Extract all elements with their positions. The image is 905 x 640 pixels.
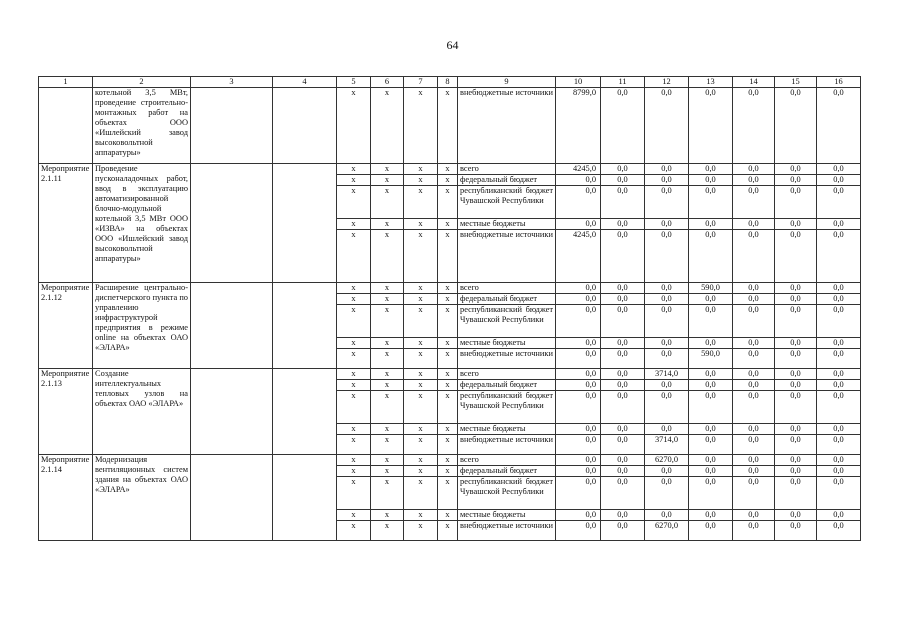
mark-cell: x xyxy=(371,175,404,186)
mark-cell: x xyxy=(438,466,458,477)
value-cell: 0,0 xyxy=(817,380,861,391)
mark-cell: x xyxy=(371,521,404,541)
value-cell: 0,0 xyxy=(817,164,861,175)
value-cell: 0,0 xyxy=(733,338,775,349)
empty-cell xyxy=(273,283,337,369)
mark-cell: x xyxy=(438,283,458,294)
value-cell: 0,0 xyxy=(775,294,817,305)
value-cell: 0,0 xyxy=(556,424,601,435)
mark-cell: x xyxy=(337,338,371,349)
value-cell: 4245,0 xyxy=(556,164,601,175)
mark-cell: x xyxy=(404,294,438,305)
measure-description: Модернизация вентиляционных систем здания на объектах ОАО «ЭЛАРА» xyxy=(93,455,191,541)
mark-cell: x xyxy=(337,88,371,164)
value-cell: 0,0 xyxy=(775,510,817,521)
value-cell: 0,0 xyxy=(601,466,645,477)
value-cell: 0,0 xyxy=(645,338,689,349)
value-cell: 0,0 xyxy=(645,466,689,477)
mark-cell: x xyxy=(404,391,438,424)
value-cell: 0,0 xyxy=(556,466,601,477)
value-cell: 0,0 xyxy=(645,510,689,521)
empty-cell xyxy=(273,369,337,455)
value-cell: 0,0 xyxy=(601,380,645,391)
mark-cell: x xyxy=(438,424,458,435)
value-cell: 0,0 xyxy=(645,349,689,369)
mark-cell: x xyxy=(371,424,404,435)
value-cell: 0,0 xyxy=(601,186,645,219)
funding-source: внебюджетные источники xyxy=(458,230,556,283)
value-cell: 0,0 xyxy=(645,391,689,424)
empty-cell xyxy=(191,283,273,369)
value-cell: 0,0 xyxy=(601,305,645,338)
funding-source: всего xyxy=(458,369,556,380)
value-cell: 6270,0 xyxy=(645,521,689,541)
column-header: 6 xyxy=(371,77,404,88)
value-cell: 0,0 xyxy=(601,521,645,541)
table-row xyxy=(39,88,861,164)
value-cell: 0,0 xyxy=(817,466,861,477)
column-header: 3 xyxy=(191,77,273,88)
funding-source: местные бюджеты xyxy=(458,338,556,349)
value-cell: 0,0 xyxy=(733,219,775,230)
mark-cell: x xyxy=(337,510,371,521)
value-cell: 0,0 xyxy=(733,164,775,175)
value-cell: 0,0 xyxy=(645,219,689,230)
measure-description: Расширение центрально-диспетчерского пункта по управлению инфраструктурой предприятия в режиме online на объектах ОАО «ЭЛАРА» xyxy=(93,283,191,369)
mark-cell: x xyxy=(404,305,438,338)
column-number-row xyxy=(39,77,861,88)
mark-cell: x xyxy=(337,369,371,380)
mark-cell: x xyxy=(371,380,404,391)
empty-cell xyxy=(191,88,273,164)
mark-cell: x xyxy=(371,294,404,305)
mark-cell: x xyxy=(438,88,458,164)
value-cell: 0,0 xyxy=(689,369,733,380)
value-cell: 0,0 xyxy=(601,294,645,305)
mark-cell: x xyxy=(337,521,371,541)
mark-cell: x xyxy=(337,391,371,424)
mark-cell: x xyxy=(438,305,458,338)
value-cell: 3714,0 xyxy=(645,435,689,455)
mark-cell: x xyxy=(371,164,404,175)
table-row xyxy=(39,283,861,294)
column-header: 14 xyxy=(733,77,775,88)
column-header: 13 xyxy=(689,77,733,88)
value-cell: 0,0 xyxy=(601,175,645,186)
mark-cell: x xyxy=(404,219,438,230)
funding-source: федеральный бюджет xyxy=(458,380,556,391)
empty-cell xyxy=(273,88,337,164)
mark-cell: x xyxy=(337,175,371,186)
mark-cell: x xyxy=(438,219,458,230)
mark-cell: x xyxy=(337,219,371,230)
mark-cell: x xyxy=(371,338,404,349)
mark-cell: x xyxy=(337,283,371,294)
program-table xyxy=(38,76,861,541)
value-cell: 0,0 xyxy=(775,186,817,219)
mark-cell: x xyxy=(404,477,438,510)
mark-cell: x xyxy=(438,369,458,380)
mark-cell: x xyxy=(337,466,371,477)
value-cell: 0,0 xyxy=(733,349,775,369)
column-header: 8 xyxy=(438,77,458,88)
value-cell: 0,0 xyxy=(817,219,861,230)
value-cell: 0,0 xyxy=(817,88,861,164)
value-cell: 0,0 xyxy=(689,338,733,349)
table-row xyxy=(39,455,861,466)
value-cell: 0,0 xyxy=(775,230,817,283)
measure-name: Мероприятие 2.1.12 xyxy=(39,283,93,369)
mark-cell: x xyxy=(371,230,404,283)
value-cell: 0,0 xyxy=(733,455,775,466)
funding-source: федеральный бюджет xyxy=(458,294,556,305)
value-cell: 0,0 xyxy=(645,294,689,305)
value-cell: 0,0 xyxy=(689,510,733,521)
mark-cell: x xyxy=(404,338,438,349)
value-cell: 0,0 xyxy=(817,369,861,380)
value-cell: 0,0 xyxy=(733,186,775,219)
column-header: 11 xyxy=(601,77,645,88)
value-cell: 0,0 xyxy=(601,164,645,175)
mark-cell: x xyxy=(404,230,438,283)
value-cell: 0,0 xyxy=(645,283,689,294)
mark-cell: x xyxy=(438,164,458,175)
value-cell: 0,0 xyxy=(817,305,861,338)
mark-cell: x xyxy=(371,305,404,338)
column-header: 1 xyxy=(39,77,93,88)
column-header: 5 xyxy=(337,77,371,88)
value-cell: 0,0 xyxy=(556,338,601,349)
value-cell: 0,0 xyxy=(733,88,775,164)
value-cell: 0,0 xyxy=(556,175,601,186)
value-cell: 0,0 xyxy=(733,466,775,477)
mark-cell: x xyxy=(404,435,438,455)
value-cell: 0,0 xyxy=(689,164,733,175)
value-cell: 0,0 xyxy=(645,477,689,510)
empty-cell xyxy=(191,455,273,541)
value-cell: 0,0 xyxy=(689,391,733,424)
mark-cell: x xyxy=(404,186,438,219)
mark-cell: x xyxy=(438,435,458,455)
mark-cell: x xyxy=(371,435,404,455)
value-cell: 0,0 xyxy=(645,305,689,338)
mark-cell: x xyxy=(337,424,371,435)
funding-source: республиканский бюджет Чувашской Республики xyxy=(458,477,556,510)
value-cell: 0,0 xyxy=(645,88,689,164)
value-cell: 0,0 xyxy=(601,391,645,424)
mark-cell: x xyxy=(337,294,371,305)
value-cell: 0,0 xyxy=(775,349,817,369)
empty-cell xyxy=(191,164,273,283)
mark-cell: x xyxy=(438,455,458,466)
value-cell: 0,0 xyxy=(645,380,689,391)
value-cell: 0,0 xyxy=(817,186,861,219)
funding-source: внебюджетные источники xyxy=(458,435,556,455)
value-cell: 3714,0 xyxy=(645,369,689,380)
funding-source: внебюджетные источники xyxy=(458,88,556,164)
column-header: 2 xyxy=(93,77,191,88)
mark-cell: x xyxy=(404,283,438,294)
value-cell: 0,0 xyxy=(556,369,601,380)
mark-cell: x xyxy=(337,455,371,466)
mark-cell: x xyxy=(404,466,438,477)
page-number: 64 xyxy=(446,38,459,52)
value-cell: 590,0 xyxy=(689,349,733,369)
mark-cell: x xyxy=(337,435,371,455)
column-header: 9 xyxy=(458,77,556,88)
measure-name: Мероприятие 2.1.13 xyxy=(39,369,93,455)
value-cell: 0,0 xyxy=(601,455,645,466)
mark-cell: x xyxy=(404,424,438,435)
mark-cell: x xyxy=(337,477,371,510)
funding-source: всего xyxy=(458,164,556,175)
value-cell: 0,0 xyxy=(556,380,601,391)
value-cell: 0,0 xyxy=(733,424,775,435)
value-cell: 0,0 xyxy=(689,455,733,466)
mark-cell: x xyxy=(404,349,438,369)
value-cell: 0,0 xyxy=(817,455,861,466)
value-cell: 0,0 xyxy=(689,477,733,510)
value-cell: 0,0 xyxy=(817,349,861,369)
value-cell: 0,0 xyxy=(601,219,645,230)
value-cell: 0,0 xyxy=(733,510,775,521)
value-cell: 0,0 xyxy=(689,466,733,477)
value-cell: 0,0 xyxy=(689,305,733,338)
value-cell: 0,0 xyxy=(775,338,817,349)
mark-cell: x xyxy=(371,466,404,477)
mark-cell: x xyxy=(337,230,371,283)
value-cell: 0,0 xyxy=(601,477,645,510)
mark-cell: x xyxy=(337,380,371,391)
value-cell: 0,0 xyxy=(733,175,775,186)
value-cell: 0,0 xyxy=(601,424,645,435)
value-cell: 0,0 xyxy=(645,175,689,186)
measure-name: Мероприятие 2.1.11 xyxy=(39,164,93,283)
value-cell: 0,0 xyxy=(733,380,775,391)
column-header: 12 xyxy=(645,77,689,88)
value-cell: 0,0 xyxy=(775,424,817,435)
mark-cell: x xyxy=(404,88,438,164)
value-cell: 0,0 xyxy=(645,186,689,219)
value-cell: 0,0 xyxy=(556,435,601,455)
mark-cell: x xyxy=(438,338,458,349)
value-cell: 0,0 xyxy=(733,283,775,294)
value-cell: 0,0 xyxy=(817,521,861,541)
mark-cell: x xyxy=(371,369,404,380)
value-cell: 0,0 xyxy=(556,294,601,305)
value-cell: 0,0 xyxy=(817,175,861,186)
column-header: 10 xyxy=(556,77,601,88)
funding-source: внебюджетные источники xyxy=(458,349,556,369)
value-cell: 0,0 xyxy=(733,305,775,338)
value-cell: 0,0 xyxy=(775,466,817,477)
mark-cell: x xyxy=(371,477,404,510)
value-cell: 0,0 xyxy=(775,369,817,380)
value-cell: 0,0 xyxy=(817,283,861,294)
value-cell: 0,0 xyxy=(601,338,645,349)
funding-source: местные бюджеты xyxy=(458,424,556,435)
mark-cell: x xyxy=(371,455,404,466)
value-cell: 0,0 xyxy=(733,294,775,305)
value-cell: 0,0 xyxy=(689,521,733,541)
mark-cell: x xyxy=(337,305,371,338)
funding-source: местные бюджеты xyxy=(458,219,556,230)
value-cell: 0,0 xyxy=(556,510,601,521)
mark-cell: x xyxy=(404,369,438,380)
empty-cell xyxy=(273,455,337,541)
mark-cell: x xyxy=(371,88,404,164)
value-cell: 4245,0 xyxy=(556,230,601,283)
mark-cell: x xyxy=(371,219,404,230)
value-cell: 0,0 xyxy=(689,435,733,455)
value-cell: 0,0 xyxy=(601,230,645,283)
mark-cell: x xyxy=(337,349,371,369)
value-cell: 0,0 xyxy=(556,349,601,369)
mark-cell: x xyxy=(438,380,458,391)
mark-cell: x xyxy=(404,521,438,541)
column-header: 16 xyxy=(817,77,861,88)
mark-cell: x xyxy=(337,164,371,175)
value-cell: 0,0 xyxy=(689,230,733,283)
value-cell: 0,0 xyxy=(775,219,817,230)
value-cell: 0,0 xyxy=(775,455,817,466)
value-cell: 0,0 xyxy=(817,230,861,283)
value-cell: 0,0 xyxy=(733,230,775,283)
value-cell: 0,0 xyxy=(817,510,861,521)
value-cell: 0,0 xyxy=(733,391,775,424)
column-header: 7 xyxy=(404,77,438,88)
value-cell: 0,0 xyxy=(733,369,775,380)
value-cell: 0,0 xyxy=(817,477,861,510)
value-cell: 0,0 xyxy=(601,283,645,294)
value-cell: 0,0 xyxy=(601,369,645,380)
value-cell: 0,0 xyxy=(733,435,775,455)
funding-source: федеральный бюджет xyxy=(458,175,556,186)
value-cell: 0,0 xyxy=(775,380,817,391)
value-cell: 0,0 xyxy=(775,283,817,294)
value-cell: 0,0 xyxy=(601,349,645,369)
value-cell: 0,0 xyxy=(733,521,775,541)
mark-cell: x xyxy=(371,391,404,424)
value-cell: 0,0 xyxy=(556,477,601,510)
mark-cell: x xyxy=(438,477,458,510)
mark-cell: x xyxy=(404,455,438,466)
value-cell: 0,0 xyxy=(601,510,645,521)
value-cell: 0,0 xyxy=(689,219,733,230)
value-cell: 0,0 xyxy=(556,391,601,424)
value-cell: 0,0 xyxy=(689,294,733,305)
value-cell: 0,0 xyxy=(775,391,817,424)
measure-description: Проведение пусконаладочных работ, ввод в эксплуатацию автоматизированной блочно-модульной котельной 3,5 МВт ООО «ИЗВА» на объектах ООО «Ишлейский завод высоковольтной аппаратуры» xyxy=(93,164,191,283)
value-cell: 0,0 xyxy=(817,391,861,424)
mark-cell: x xyxy=(438,391,458,424)
value-cell: 0,0 xyxy=(817,424,861,435)
value-cell: 0,0 xyxy=(689,175,733,186)
table-row xyxy=(39,164,861,175)
value-cell: 0,0 xyxy=(556,186,601,219)
value-cell: 0,0 xyxy=(775,305,817,338)
funding-source: местные бюджеты xyxy=(458,510,556,521)
funding-source: республиканский бюджет Чувашской Республики xyxy=(458,186,556,219)
measure-name: Мероприятие 2.1.14 xyxy=(39,455,93,541)
value-cell: 0,0 xyxy=(645,424,689,435)
value-cell: 0,0 xyxy=(775,164,817,175)
value-cell: 0,0 xyxy=(689,424,733,435)
value-cell: 0,0 xyxy=(556,219,601,230)
value-cell: 0,0 xyxy=(556,455,601,466)
funding-source: всего xyxy=(458,455,556,466)
value-cell: 0,0 xyxy=(601,435,645,455)
mark-cell: x xyxy=(404,164,438,175)
empty-cell xyxy=(273,164,337,283)
table-row xyxy=(39,369,861,380)
mark-cell: x xyxy=(438,510,458,521)
value-cell: 0,0 xyxy=(817,294,861,305)
value-cell: 0,0 xyxy=(556,283,601,294)
mark-cell: x xyxy=(337,186,371,219)
mark-cell: x xyxy=(438,175,458,186)
column-header: 4 xyxy=(273,77,337,88)
value-cell: 0,0 xyxy=(817,435,861,455)
value-cell: 0,0 xyxy=(775,521,817,541)
measure-description: Создание интеллектуальных тепловых узлов на объектах ОАО «ЭЛАРА» xyxy=(93,369,191,455)
mark-cell: x xyxy=(438,230,458,283)
value-cell: 8799,0 xyxy=(556,88,601,164)
value-cell: 0,0 xyxy=(689,186,733,219)
value-cell: 0,0 xyxy=(775,88,817,164)
column-header: 15 xyxy=(775,77,817,88)
value-cell: 0,0 xyxy=(775,477,817,510)
value-cell: 590,0 xyxy=(689,283,733,294)
value-cell: 0,0 xyxy=(601,88,645,164)
mark-cell: x xyxy=(371,283,404,294)
mark-cell: x xyxy=(438,186,458,219)
measure-name xyxy=(39,88,93,164)
mark-cell: x xyxy=(404,510,438,521)
mark-cell: x xyxy=(371,186,404,219)
value-cell: 6270,0 xyxy=(645,455,689,466)
funding-source: республиканский бюджет Чувашской Республики xyxy=(458,305,556,338)
value-cell: 0,0 xyxy=(645,164,689,175)
value-cell: 0,0 xyxy=(556,305,601,338)
value-cell: 0,0 xyxy=(689,380,733,391)
mark-cell: x xyxy=(404,380,438,391)
funding-source: республиканский бюджет Чувашской Республики xyxy=(458,391,556,424)
mark-cell: x xyxy=(404,175,438,186)
value-cell: 0,0 xyxy=(817,338,861,349)
value-cell: 0,0 xyxy=(733,477,775,510)
funding-source: внебюджетные источники xyxy=(458,521,556,541)
funding-source: федеральный бюджет xyxy=(458,466,556,477)
value-cell: 0,0 xyxy=(775,175,817,186)
mark-cell: x xyxy=(438,294,458,305)
mark-cell: x xyxy=(438,349,458,369)
mark-cell: x xyxy=(438,521,458,541)
empty-cell xyxy=(191,369,273,455)
funding-source: всего xyxy=(458,283,556,294)
value-cell: 0,0 xyxy=(645,230,689,283)
measure-description: котельной 3,5 МВт, проведение строительно-монтажных работ на объектах ООО «Ишлейский завод высоковольтной аппаратуры» xyxy=(93,88,191,164)
mark-cell: x xyxy=(371,510,404,521)
value-cell: 0,0 xyxy=(556,521,601,541)
value-cell: 0,0 xyxy=(689,88,733,164)
mark-cell: x xyxy=(371,349,404,369)
value-cell: 0,0 xyxy=(775,435,817,455)
